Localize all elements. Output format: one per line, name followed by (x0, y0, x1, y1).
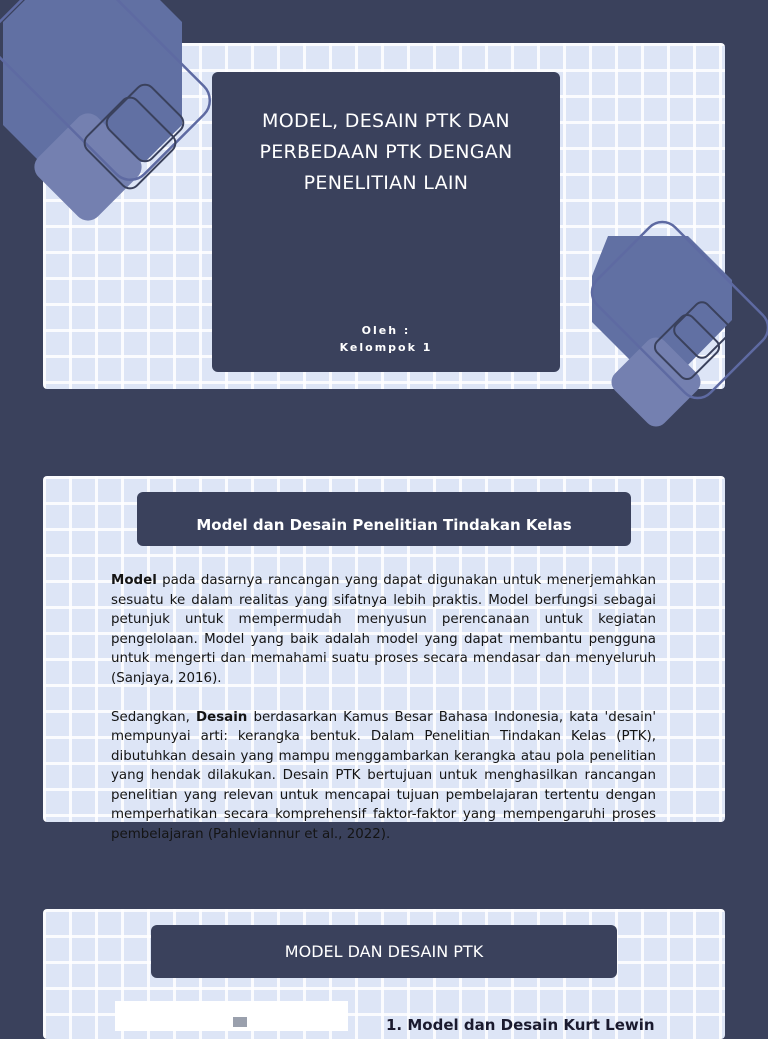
section2-heading: MODEL DAN DESAIN PTK (284, 942, 484, 961)
term-desain: Desain (196, 709, 248, 725)
section2-heading-bar (151, 925, 617, 978)
section1-body (111, 571, 656, 864)
section1-heading: Model dan Desain Penelitian Tindakan Kelas (196, 516, 572, 534)
model-kurt-lewin-heading: 1. Model dan Desain Kurt Lewin (386, 1016, 655, 1034)
cover-author (212, 322, 560, 356)
paragraph-desain-prefix: Sedangkan, (111, 709, 197, 725)
cover-title: MODEL, DESAIN PTK DAN PERBEDAAN PTK DENGAN PENELITIAN LAIN (259, 110, 513, 194)
term-model: Model (111, 573, 157, 588)
author-name: Kelompok 1 (339, 341, 433, 354)
paragraph-model (111, 571, 656, 688)
diagram-image-mark (233, 1017, 247, 1027)
paragraph-model-text: pada dasarnya rancangan yang dapat digunakan untuk menerjemahkan sesuatu ke dalam realitas yang sifatnya lebih praktis. Model berfungsi sebagai petunjuk untuk mempermudah menyusun perencanaan untuk kegiatan pengelolaan. Model yang baik adalah model yang dapat membantu pengguna untuk mengerti dan memahami suatu proses secara mendasar dan menyeluruh (Sanjaya, 2016). (111, 573, 656, 686)
paragraph-desain (111, 708, 656, 845)
paragraph-desain-text: berdasarkan Kamus Besar Bahasa Indonesia, kata 'desain' mempunyai arti: kerangka bentuk. Dalam Penelitian Tindakan Kelas (PTK), dibutuhkan desain yang mampu menggambarkan kerangka atau pola penelitian yang hendak dilakukan. Desain PTK bertujuan untuk menghasilkan rancangan penelitian yang relevan untuk mencapai tujuan pembelajaran tertentu dengan memperhatikan secara komprehensif faktor-faktor yang mempengaruhi proses pembelajaran (Pahleviannur et al., 2022). (111, 709, 657, 842)
title-card (212, 72, 560, 372)
diagram-image (115, 1001, 348, 1031)
section1-heading-bar (137, 492, 631, 546)
by-label: Oleh : (361, 324, 411, 337)
